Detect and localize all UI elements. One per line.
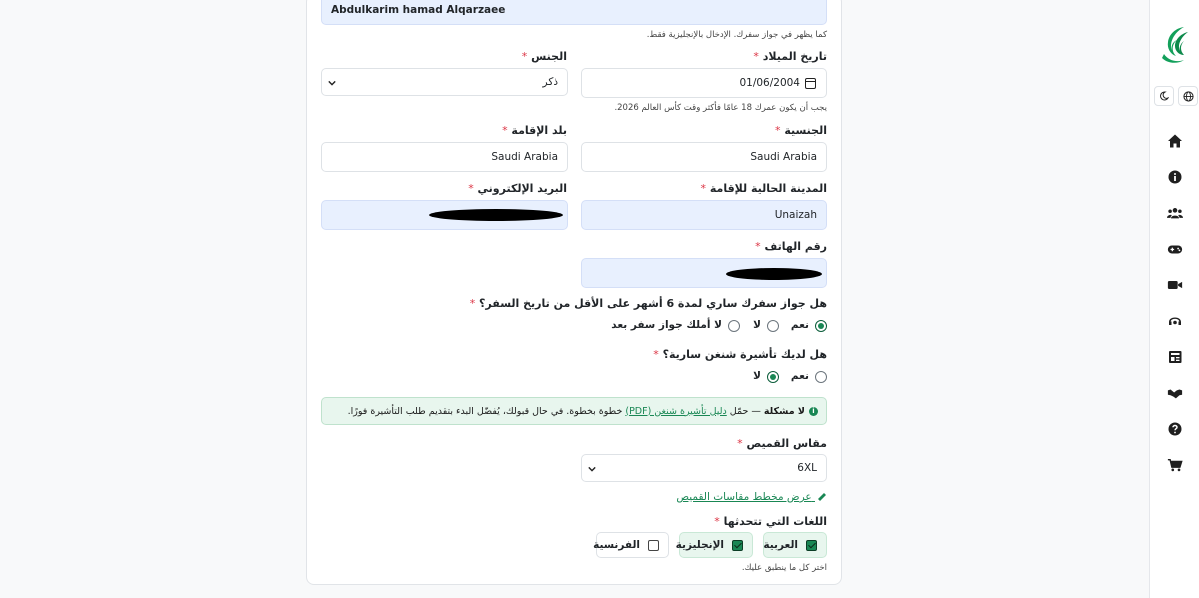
languages-label: اللغات التي تتحدثها * bbox=[714, 515, 827, 528]
moon-icon[interactable] bbox=[1154, 86, 1174, 106]
passport-no-label[interactable]: لا bbox=[753, 319, 761, 331]
home-icon[interactable] bbox=[1166, 132, 1184, 150]
nationality-input[interactable]: Saudi Arabia bbox=[581, 142, 827, 172]
dob-label: تاريخ الميلاد * bbox=[753, 50, 827, 63]
sidebar bbox=[1149, 0, 1199, 598]
passport-yes-label[interactable]: نعم bbox=[790, 319, 809, 331]
falcon-logo-icon[interactable] bbox=[1158, 24, 1192, 66]
help-icon[interactable] bbox=[1166, 420, 1184, 438]
phone-label: رقم الهاتف * bbox=[755, 240, 827, 253]
email-redaction bbox=[429, 209, 563, 221]
languages-hint: اختر كل ما ينطبق عليك. bbox=[741, 563, 827, 573]
gender-label: الجنس * bbox=[521, 50, 567, 63]
users-icon[interactable] bbox=[1166, 204, 1184, 222]
nationality-label: الجنسية * bbox=[774, 124, 827, 137]
info-icon[interactable] bbox=[1166, 168, 1184, 186]
passport-yes-radio[interactable] bbox=[815, 320, 827, 332]
email-input[interactable] bbox=[321, 200, 568, 230]
news-icon[interactable] bbox=[1166, 348, 1184, 366]
passport-none-label[interactable]: لا أملك جواز سفر بعد bbox=[611, 319, 722, 331]
gender-select[interactable]: ذكر bbox=[321, 68, 568, 96]
residence-country-label: بلد الإقامة * bbox=[502, 124, 567, 137]
phone-input[interactable] bbox=[581, 258, 827, 288]
shirt-size-label: مقاس القميص * bbox=[737, 437, 827, 450]
cart-icon[interactable] bbox=[1166, 456, 1184, 474]
language-arabic-checkbox[interactable] bbox=[806, 540, 817, 551]
size-chart-link[interactable]: عرض مخطط مقاسات القميص bbox=[676, 491, 827, 503]
language-english-checkbox[interactable] bbox=[732, 540, 743, 551]
schengen-guide-link[interactable]: دليل تأشيرة شنغن (PDF) bbox=[625, 405, 727, 417]
ruler-icon bbox=[817, 492, 827, 502]
full-name-input[interactable]: Abdulkarim hamad Alqarzaee bbox=[321, 0, 827, 25]
schengen-info-alert: i لا مشكلة — حمّل دليل تأشيرة شنغن (PDF) خطوة بخطوة. في حال قبولك، يُفضّل البدء بتقديم طلب التأشيرة فورًا. bbox=[321, 397, 827, 425]
email-label: البريد الإلكتروني * bbox=[468, 182, 567, 195]
dob-input[interactable]: 01/06/2004 bbox=[581, 68, 827, 98]
language-arabic-option[interactable]: العربية bbox=[763, 532, 827, 558]
language-english-option[interactable]: الإنجليزية bbox=[679, 532, 753, 558]
schengen-yes-label[interactable]: نعم bbox=[790, 370, 809, 382]
headset-icon[interactable] bbox=[1166, 312, 1184, 330]
phone-redaction bbox=[726, 268, 822, 280]
calendar-icon[interactable] bbox=[805, 78, 816, 89]
residence-country-input[interactable]: Saudi Arabia bbox=[321, 142, 568, 172]
globe-icon[interactable] bbox=[1178, 86, 1198, 106]
gamepad-icon[interactable] bbox=[1166, 240, 1184, 258]
schengen-question: هل لديك تأشيرة شنغن سارية؟ * bbox=[653, 348, 827, 361]
chevron-down-icon bbox=[588, 465, 596, 473]
schengen-yes-radio[interactable] bbox=[815, 371, 827, 383]
dob-hint: يجب أن يكون عمرك 18 عامًا فأكثر وقت كأس العالم 2026. bbox=[614, 103, 827, 113]
registration-form-card bbox=[306, 0, 842, 585]
city-input[interactable]: Unaizah bbox=[581, 200, 827, 230]
city-label: المدينة الحالية للإقامة * bbox=[700, 182, 827, 195]
schengen-no-label[interactable]: لا bbox=[753, 370, 761, 382]
passport-none-radio[interactable] bbox=[728, 320, 740, 332]
shirt-size-select[interactable]: 6XL bbox=[581, 454, 827, 482]
passport-question: هل جواز سفرك ساري لمدة 6 أشهر على الأقل من تاريخ السفر؟ * bbox=[469, 297, 827, 310]
full-name-hint: كما يظهر في جواز سفرك. الإدخال بالإنجليزية فقط. bbox=[646, 30, 827, 40]
language-french-option[interactable]: الفرنسية bbox=[596, 532, 669, 558]
video-icon[interactable] bbox=[1166, 276, 1184, 294]
utility-row bbox=[1154, 86, 1198, 106]
handshake-icon[interactable] bbox=[1166, 384, 1184, 402]
language-french-checkbox[interactable] bbox=[648, 540, 659, 551]
info-icon: i bbox=[809, 407, 818, 416]
schengen-no-radio[interactable] bbox=[767, 371, 779, 383]
passport-no-radio[interactable] bbox=[767, 320, 779, 332]
chevron-down-icon bbox=[328, 79, 336, 87]
